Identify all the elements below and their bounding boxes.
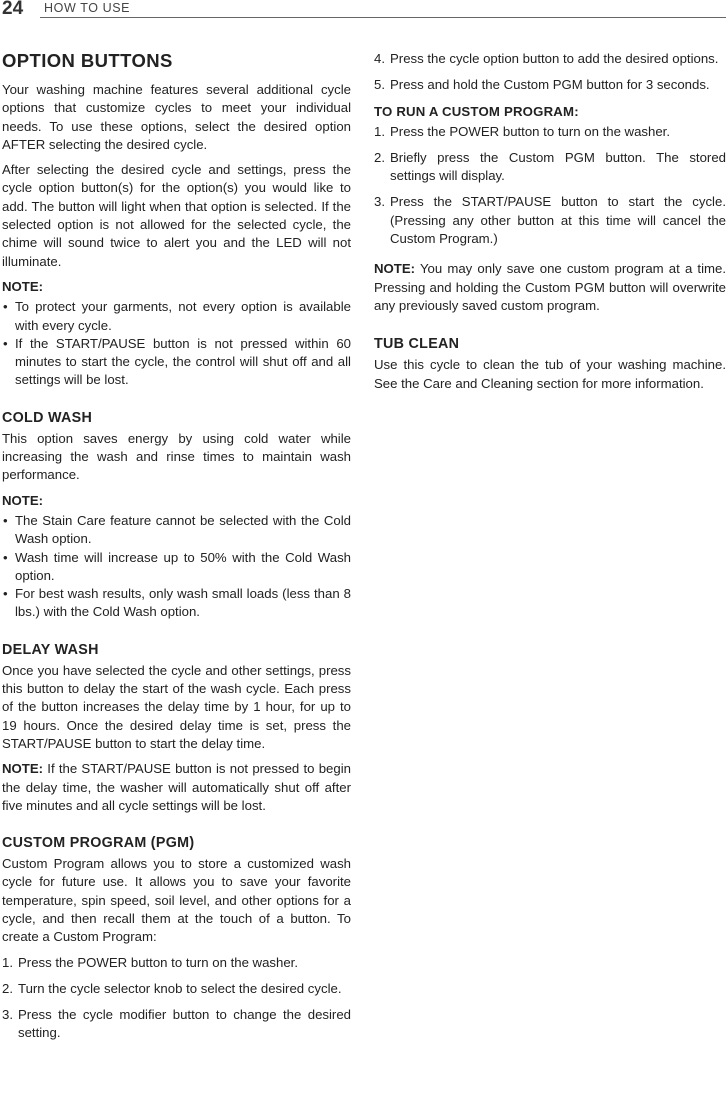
delay-wash-para1: Once you have selected the cycle and other settings, press this button to delay the start of the wash cycle. Each press of the button increases the delay time by 1 hour, for up to 19 hours. Once the desired delay time is set, press the START/PAUSE button to start the delay time. — [2, 662, 351, 751]
step-text: Press the POWER button to turn on the washer. — [390, 123, 671, 139]
step-number: 2. — [374, 149, 385, 165]
list-item — [374, 76, 726, 94]
page-header — [0, 0, 726, 22]
option-buttons-para2: After selecting the desired cycle and settings, press the cycle option button(s) for the option(s) you would like to add. The button will light when that option is selected. If the selected option is not allowed for the selected cycle, the chime will sound twice to alert you and the LED will not illuminate. — [2, 162, 351, 269]
step-text: Press the START/PAUSE button to start the cycle. (Pressing any other button at this time will cancel the Custom Program.) — [390, 194, 726, 247]
step-text: Press the cycle modifier button to change the desired setting. — [18, 1007, 351, 1041]
cold-wash-note-label: NOTE: — [2, 492, 44, 508]
custom-program-steps-right — [374, 50, 726, 95]
step-text: Press the POWER button to turn on the washer. — [18, 954, 299, 970]
custom-program-note-text: You may only save one custom program at a time. Pressing and holding the Custom PGM button will overwrite any previously saved custom program. — [374, 261, 726, 313]
cold-wash-title: COLD WASH — [2, 409, 93, 426]
list-item — [2, 1006, 351, 1043]
step-number: 3. — [374, 194, 385, 210]
step-number: 1. — [2, 954, 13, 970]
step-number: 5. — [374, 77, 385, 93]
list-item — [374, 50, 726, 68]
list-item: • The Stain Care feature cannot be selected with the Cold Wash option. — [2, 512, 351, 549]
delay-wash-section — [2, 641, 351, 815]
delay-wash-note — [2, 760, 351, 815]
delay-wash-note-text: If the START/PAUSE button is not pressed to begin the delay time, the washer will automatically shut off after five minutes and all cycle settings will be lost. — [2, 761, 351, 813]
step-number: 1. — [374, 123, 385, 139]
running-title: HOW TO USE — [44, 1, 131, 15]
list-item — [374, 149, 726, 186]
list-item — [2, 980, 351, 998]
cold-wash-para1: This option saves energy by using cold water while increasing the wash and rinse times to maintain wash performance. — [2, 430, 351, 483]
custom-program-section — [2, 834, 351, 1043]
step-number: 2. — [2, 980, 13, 996]
cold-wash-section — [2, 409, 351, 622]
option-buttons-note-list — [2, 298, 351, 389]
cold-wash-note-list — [2, 512, 351, 622]
step-text: Turn the cycle selector knob to select the desired cycle. — [18, 980, 342, 996]
tub-clean-section — [374, 335, 726, 393]
custom-program-steps-left — [2, 954, 351, 1043]
custom-program-note-label: NOTE: — [374, 261, 416, 277]
tub-clean-para1: Use this cycle to clean the tub of your washing machine. See the Care and Cleaning section for more information. — [374, 357, 726, 391]
list-item — [2, 954, 351, 972]
list-item: • Wash time will increase up to 50% with the Cold Wash option. — [2, 549, 351, 586]
option-buttons-title: OPTION BUTTONS — [2, 50, 173, 71]
step-number: 4. — [374, 51, 385, 66]
list-item — [374, 123, 726, 141]
option-buttons-section — [2, 50, 351, 390]
custom-program-para1: Custom Program allows you to store a customized wash cycle for future use. It allows you to save your favorite temperature, spin speed, soil level, and other options for a cycle, and then recall them at the touch of a button. To create a Custom Program: — [2, 856, 351, 945]
list-item — [374, 193, 726, 248]
tub-clean-title: TUB CLEAN — [374, 336, 460, 353]
run-custom-program-title: TO RUN A CUSTOM PROGRAM: — [374, 103, 579, 119]
option-buttons-note-label: NOTE: — [2, 278, 44, 294]
step-text: Press the cycle option button to add the desired options. — [390, 51, 719, 66]
custom-program-note — [374, 260, 726, 315]
left-column — [2, 50, 351, 1062]
run-custom-program-steps — [374, 123, 726, 249]
delay-wash-title: DELAY WASH — [2, 641, 99, 658]
list-item: • If the START/PAUSE button is not pressed within 60 minutes to start the cycle, the control will shut off and all settings will be lost. — [2, 335, 351, 390]
page-number: 24 — [2, 0, 24, 19]
list-item: • To protect your garments, not every option is available with every cycle. — [2, 298, 351, 335]
delay-wash-note-label: NOTE: — [2, 761, 44, 777]
list-item: • For best wash results, only wash small loads (less than 8 lbs.) with the Cold Wash option. — [2, 585, 351, 622]
step-text: Press and hold the Custom PGM button for 3 seconds. — [390, 77, 710, 93]
right-column — [374, 50, 726, 412]
header-rule — [40, 17, 726, 18]
step-text: Briefly press the Custom PGM button. The stored settings will display. — [390, 149, 726, 184]
custom-program-title: CUSTOM PROGRAM (PGM) — [2, 835, 195, 852]
step-number: 3. — [2, 1007, 13, 1023]
option-buttons-para1: Your washing machine features several additional cycle options that customize cycles to meet your individual needs. To use these options, select the desired option AFTER selecting the desired cycle. — [2, 82, 351, 152]
